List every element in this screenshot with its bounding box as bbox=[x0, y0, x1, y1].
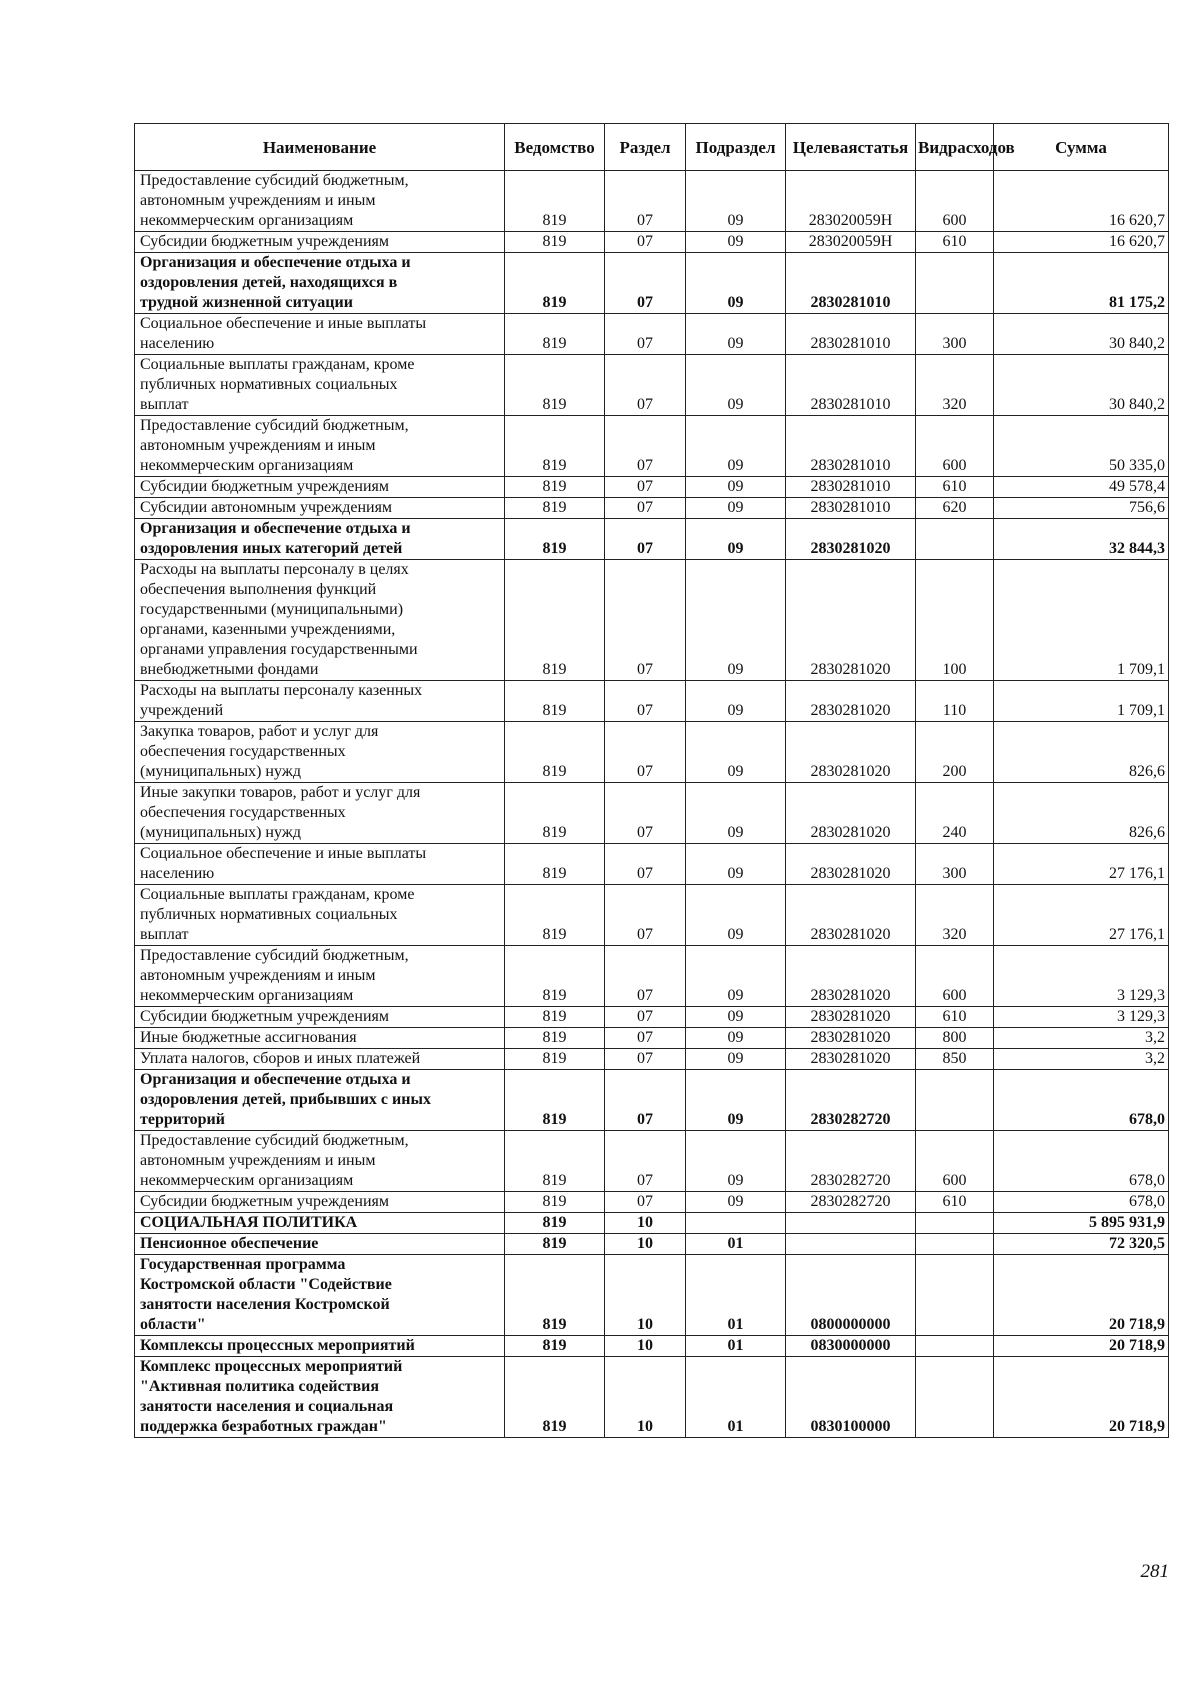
cell-name-line: Предоставление субсидий бюджетным, bbox=[140, 947, 409, 964]
table-row bbox=[135, 681, 1169, 722]
cell-sum: 16 620,7 bbox=[994, 232, 1169, 253]
cell-subsection: 01 bbox=[686, 1234, 786, 1255]
cell-name-line: Субсидии бюджетным учреждениям bbox=[140, 1193, 389, 1210]
cell-name-line: Субсидии бюджетным учреждениям bbox=[140, 1008, 389, 1025]
cell-name-line: учреждений bbox=[140, 702, 224, 719]
cell-subsection: 09 bbox=[686, 171, 786, 232]
cell-section: 07 bbox=[605, 560, 686, 681]
cell-department: 819 bbox=[505, 946, 605, 1007]
table-body bbox=[135, 171, 1169, 1438]
cell-name bbox=[135, 1192, 505, 1213]
cell-name-line: некоммерческим организациям bbox=[140, 457, 354, 474]
cell-subsection: 09 bbox=[686, 885, 786, 946]
cell-name bbox=[135, 1255, 505, 1336]
cell-name-line: обеспечения выполнения функций bbox=[140, 581, 377, 598]
cell-sum: 27 176,1 bbox=[994, 885, 1169, 946]
cell-subsection: 09 bbox=[686, 253, 786, 314]
cell-section: 07 bbox=[605, 1192, 686, 1213]
cell-name-line: внебюджетными фондами bbox=[140, 661, 319, 678]
cell-name-line: Субсидии бюджетным учреждениям bbox=[140, 233, 389, 250]
cell-sum: 3,2 bbox=[994, 1028, 1169, 1049]
cell-target-article: 2830281010 bbox=[786, 253, 916, 314]
cell-section: 10 bbox=[605, 1336, 686, 1357]
cell-section: 07 bbox=[605, 1028, 686, 1049]
cell-name-line: Расходы на выплаты персоналу казенных bbox=[140, 682, 423, 699]
cell-name-line: Социальное обеспечение и иные выплаты bbox=[140, 845, 427, 862]
cell-name-line: Предоставление субсидий бюджетным, bbox=[140, 1132, 409, 1149]
cell-subsection bbox=[686, 1213, 786, 1234]
cell-department: 819 bbox=[505, 560, 605, 681]
cell-department: 819 bbox=[505, 885, 605, 946]
cell-name bbox=[135, 253, 505, 314]
cell-subsection: 09 bbox=[686, 722, 786, 783]
cell-name-line: занятости населения Костромской bbox=[140, 1296, 390, 1313]
cell-name-line: некоммерческим организациям bbox=[140, 212, 354, 229]
budget-table bbox=[134, 123, 1169, 1438]
cell-target-article: 0830000000 bbox=[786, 1336, 916, 1357]
cell-name-line: Социальные выплаты гражданам, кроме bbox=[140, 356, 415, 373]
cell-subsection: 09 bbox=[686, 946, 786, 1007]
cell-name-line: автономным учреждениям и иным bbox=[140, 967, 376, 984]
cell-name-line: Субсидии автономным учреждениям bbox=[140, 499, 393, 516]
cell-name-line: некоммерческим организациям bbox=[140, 987, 354, 1004]
cell-target-article: 2830282720 bbox=[786, 1131, 916, 1192]
cell-section: 07 bbox=[605, 783, 686, 844]
cell-target-article: 2830281020 bbox=[786, 1028, 916, 1049]
cell-department: 819 bbox=[505, 355, 605, 416]
cell-name bbox=[135, 1131, 505, 1192]
cell-sum: 20 718,9 bbox=[994, 1255, 1169, 1336]
cell-section: 10 bbox=[605, 1213, 686, 1234]
cell-subsection: 01 bbox=[686, 1336, 786, 1357]
cell-name bbox=[135, 560, 505, 681]
table-row bbox=[135, 519, 1169, 560]
cell-sum: 16 620,7 bbox=[994, 171, 1169, 232]
cell-name-line: органами, казенными учреждениями, bbox=[140, 621, 396, 638]
cell-name bbox=[135, 171, 505, 232]
cell-name bbox=[135, 1070, 505, 1131]
cell-name-line: Организация и обеспечение отдыха и bbox=[140, 254, 411, 271]
table-row bbox=[135, 1234, 1169, 1255]
cell-name-line: автономным учреждениям и иным bbox=[140, 192, 376, 209]
cell-name-line: Организация и обеспечение отдыха и bbox=[140, 1071, 411, 1088]
cell-name-line: трудной жизненной ситуации bbox=[140, 294, 353, 311]
cell-expense-type: 100 bbox=[916, 560, 994, 681]
cell-section: 07 bbox=[605, 171, 686, 232]
cell-name-line: населению bbox=[140, 335, 215, 352]
table-row bbox=[135, 1192, 1169, 1213]
table-row bbox=[135, 1213, 1169, 1234]
cell-target-article: 2830281020 bbox=[786, 519, 916, 560]
cell-name-line: публичных нормативных социальных bbox=[140, 906, 398, 923]
cell-name-line: (муниципальных) нужд bbox=[140, 824, 301, 841]
cell-subsection: 09 bbox=[686, 1049, 786, 1070]
cell-name bbox=[135, 681, 505, 722]
cell-name-line: оздоровления детей, находящихся в bbox=[140, 274, 398, 291]
cell-name-line: населению bbox=[140, 865, 215, 882]
cell-name-line: Пенсионное обеспечение bbox=[140, 1235, 319, 1252]
cell-name-line: "Активная политика содействия bbox=[140, 1378, 380, 1395]
cell-expense-type bbox=[916, 1213, 994, 1234]
cell-target-article: 2830282720 bbox=[786, 1070, 916, 1131]
table-row bbox=[135, 1070, 1169, 1131]
cell-name-line: Иные бюджетные ассигнования bbox=[140, 1029, 357, 1046]
header-sum: Сумма bbox=[994, 124, 1169, 171]
cell-name bbox=[135, 1213, 505, 1234]
cell-department: 819 bbox=[505, 681, 605, 722]
cell-sum: 50 335,0 bbox=[994, 416, 1169, 477]
cell-section: 07 bbox=[605, 1131, 686, 1192]
table-row bbox=[135, 171, 1169, 232]
cell-section: 07 bbox=[605, 1007, 686, 1028]
cell-target-article: 283020059Н bbox=[786, 171, 916, 232]
cell-name-line: Предоставление субсидий бюджетным, bbox=[140, 172, 409, 189]
header-expense-type: Видрасходов bbox=[916, 124, 994, 171]
cell-name bbox=[135, 477, 505, 498]
cell-subsection: 09 bbox=[686, 681, 786, 722]
cell-department: 819 bbox=[505, 1131, 605, 1192]
cell-section: 07 bbox=[605, 885, 686, 946]
cell-section: 07 bbox=[605, 477, 686, 498]
table-row bbox=[135, 560, 1169, 681]
cell-sum: 30 840,2 bbox=[994, 355, 1169, 416]
cell-section: 07 bbox=[605, 232, 686, 253]
cell-target-article: 2830281020 bbox=[786, 1007, 916, 1028]
cell-target-article: 2830281020 bbox=[786, 681, 916, 722]
cell-department: 819 bbox=[505, 519, 605, 560]
cell-department: 819 bbox=[505, 1007, 605, 1028]
table-row bbox=[135, 314, 1169, 355]
header-subsection: Подраздел bbox=[686, 124, 786, 171]
cell-sum: 678,0 bbox=[994, 1070, 1169, 1131]
header-row bbox=[135, 124, 1169, 171]
cell-target-article: 0800000000 bbox=[786, 1255, 916, 1336]
cell-section: 10 bbox=[605, 1357, 686, 1438]
cell-name bbox=[135, 1028, 505, 1049]
cell-target-article: 2830282720 bbox=[786, 1192, 916, 1213]
cell-sum: 756,6 bbox=[994, 498, 1169, 519]
cell-section: 07 bbox=[605, 416, 686, 477]
cell-section: 07 bbox=[605, 946, 686, 1007]
table-row bbox=[135, 1007, 1169, 1028]
header-target-article: Целеваястатья bbox=[786, 124, 916, 171]
cell-expense-type: 240 bbox=[916, 783, 994, 844]
cell-expense-type: 600 bbox=[916, 946, 994, 1007]
cell-name-line: Комплексы процессных мероприятий bbox=[140, 1337, 415, 1354]
cell-sum: 20 718,9 bbox=[994, 1357, 1169, 1438]
cell-expense-type: 200 bbox=[916, 722, 994, 783]
cell-department: 819 bbox=[505, 1336, 605, 1357]
cell-expense-type bbox=[916, 519, 994, 560]
cell-subsection: 01 bbox=[686, 1255, 786, 1336]
cell-subsection: 09 bbox=[686, 1007, 786, 1028]
cell-section: 07 bbox=[605, 722, 686, 783]
cell-name-line: области" bbox=[140, 1316, 206, 1333]
cell-name bbox=[135, 1234, 505, 1255]
cell-subsection: 09 bbox=[686, 355, 786, 416]
cell-name-line: оздоровления детей, прибывших с иных bbox=[140, 1091, 431, 1108]
cell-name bbox=[135, 498, 505, 519]
cell-department: 819 bbox=[505, 416, 605, 477]
cell-sum: 32 844,3 bbox=[994, 519, 1169, 560]
cell-section: 07 bbox=[605, 519, 686, 560]
cell-subsection: 09 bbox=[686, 560, 786, 681]
cell-name-line: Социальное обеспечение и иные выплаты bbox=[140, 315, 427, 332]
cell-sum: 678,0 bbox=[994, 1131, 1169, 1192]
table-row bbox=[135, 232, 1169, 253]
cell-sum: 3,2 bbox=[994, 1049, 1169, 1070]
cell-target-article: 2830281010 bbox=[786, 314, 916, 355]
cell-name-line: обеспечения государственных bbox=[140, 804, 346, 821]
cell-name bbox=[135, 314, 505, 355]
cell-expense-type bbox=[916, 1336, 994, 1357]
cell-section: 07 bbox=[605, 1049, 686, 1070]
cell-subsection: 09 bbox=[686, 477, 786, 498]
table-row bbox=[135, 885, 1169, 946]
cell-subsection: 09 bbox=[686, 498, 786, 519]
table-row bbox=[135, 498, 1169, 519]
cell-target-article bbox=[786, 1234, 916, 1255]
cell-department: 819 bbox=[505, 1213, 605, 1234]
table-row bbox=[135, 477, 1169, 498]
cell-department: 819 bbox=[505, 253, 605, 314]
cell-subsection: 09 bbox=[686, 783, 786, 844]
cell-subsection: 09 bbox=[686, 519, 786, 560]
table-row bbox=[135, 844, 1169, 885]
cell-expense-type: 110 bbox=[916, 681, 994, 722]
cell-name-line: некоммерческим организациям bbox=[140, 1172, 354, 1189]
cell-subsection: 09 bbox=[686, 1070, 786, 1131]
cell-expense-type: 610 bbox=[916, 1192, 994, 1213]
cell-name-line: занятости населения и социальная bbox=[140, 1398, 394, 1415]
cell-expense-type: 800 bbox=[916, 1028, 994, 1049]
cell-sum: 3 129,3 bbox=[994, 946, 1169, 1007]
cell-name-line: Предоставление субсидий бюджетным, bbox=[140, 417, 409, 434]
cell-expense-type bbox=[916, 1070, 994, 1131]
table-row bbox=[135, 253, 1169, 314]
cell-target-article: 2830281010 bbox=[786, 477, 916, 498]
cell-sum: 826,6 bbox=[994, 783, 1169, 844]
cell-department: 819 bbox=[505, 498, 605, 519]
cell-target-article: 2830281010 bbox=[786, 416, 916, 477]
cell-target-article: 2830281020 bbox=[786, 722, 916, 783]
cell-department: 819 bbox=[505, 477, 605, 498]
table-row bbox=[135, 416, 1169, 477]
cell-target-article: 0830100000 bbox=[786, 1357, 916, 1438]
table-row bbox=[135, 1028, 1169, 1049]
cell-department: 819 bbox=[505, 314, 605, 355]
header-department: Ведомство bbox=[505, 124, 605, 171]
cell-expense-type bbox=[916, 253, 994, 314]
cell-name-line: Костромской области "Содействие bbox=[140, 1276, 392, 1293]
cell-name-line: обеспечения государственных bbox=[140, 743, 346, 760]
cell-name bbox=[135, 232, 505, 253]
cell-target-article bbox=[786, 1213, 916, 1234]
cell-section: 07 bbox=[605, 314, 686, 355]
cell-name bbox=[135, 1049, 505, 1070]
cell-subsection: 09 bbox=[686, 314, 786, 355]
cell-department: 819 bbox=[505, 844, 605, 885]
table-row bbox=[135, 1049, 1169, 1070]
cell-name-line: (муниципальных) нужд bbox=[140, 763, 301, 780]
cell-name-line: автономным учреждениям и иным bbox=[140, 437, 376, 454]
cell-target-article: 2830281020 bbox=[786, 560, 916, 681]
cell-department: 819 bbox=[505, 1049, 605, 1070]
cell-name bbox=[135, 722, 505, 783]
cell-expense-type bbox=[916, 1255, 994, 1336]
cell-name-line: публичных нормативных социальных bbox=[140, 376, 398, 393]
cell-sum: 72 320,5 bbox=[994, 1234, 1169, 1255]
cell-department: 819 bbox=[505, 232, 605, 253]
cell-expense-type: 610 bbox=[916, 477, 994, 498]
cell-sum: 5 895 931,9 bbox=[994, 1213, 1169, 1234]
cell-name bbox=[135, 1007, 505, 1028]
cell-target-article: 2830281010 bbox=[786, 498, 916, 519]
cell-sum: 30 840,2 bbox=[994, 314, 1169, 355]
cell-section: 07 bbox=[605, 681, 686, 722]
cell-name bbox=[135, 885, 505, 946]
cell-expense-type bbox=[916, 1234, 994, 1255]
cell-target-article: 2830281020 bbox=[786, 783, 916, 844]
cell-target-article: 2830281020 bbox=[786, 885, 916, 946]
table-row bbox=[135, 1255, 1169, 1336]
cell-department: 819 bbox=[505, 1357, 605, 1438]
cell-name-line: Расходы на выплаты персоналу в целях bbox=[140, 561, 409, 578]
header-section: Раздел bbox=[605, 124, 686, 171]
cell-name bbox=[135, 946, 505, 1007]
table-row bbox=[135, 722, 1169, 783]
cell-expense-type: 300 bbox=[916, 844, 994, 885]
cell-department: 819 bbox=[505, 722, 605, 783]
cell-name bbox=[135, 416, 505, 477]
cell-name-line: поддержка безработных граждан" bbox=[140, 1418, 387, 1435]
table-row bbox=[135, 1336, 1169, 1357]
cell-department: 819 bbox=[505, 1192, 605, 1213]
cell-name-line: выплат bbox=[140, 926, 189, 943]
cell-section: 07 bbox=[605, 498, 686, 519]
cell-expense-type: 850 bbox=[916, 1049, 994, 1070]
cell-sum: 1 709,1 bbox=[994, 560, 1169, 681]
table-row bbox=[135, 1357, 1169, 1438]
table-row bbox=[135, 946, 1169, 1007]
cell-department: 819 bbox=[505, 1028, 605, 1049]
cell-name-line: автономным учреждениям и иным bbox=[140, 1152, 376, 1169]
cell-sum: 49 578,4 bbox=[994, 477, 1169, 498]
cell-subsection: 09 bbox=[686, 1192, 786, 1213]
cell-section: 07 bbox=[605, 355, 686, 416]
cell-name-line: Государственная программа bbox=[140, 1256, 346, 1273]
cell-target-article: 2830281020 bbox=[786, 844, 916, 885]
cell-sum: 1 709,1 bbox=[994, 681, 1169, 722]
cell-department: 819 bbox=[505, 1234, 605, 1255]
cell-name bbox=[135, 844, 505, 885]
cell-expense-type: 320 bbox=[916, 355, 994, 416]
cell-subsection: 09 bbox=[686, 1131, 786, 1192]
cell-section: 10 bbox=[605, 1234, 686, 1255]
cell-section: 07 bbox=[605, 1070, 686, 1131]
cell-name bbox=[135, 1357, 505, 1438]
cell-name bbox=[135, 1336, 505, 1357]
cell-expense-type: 620 bbox=[916, 498, 994, 519]
cell-expense-type bbox=[916, 1357, 994, 1438]
cell-department: 819 bbox=[505, 171, 605, 232]
cell-target-article: 2830281020 bbox=[786, 946, 916, 1007]
cell-name bbox=[135, 355, 505, 416]
cell-subsection: 09 bbox=[686, 844, 786, 885]
cell-expense-type: 610 bbox=[916, 232, 994, 253]
table-row bbox=[135, 355, 1169, 416]
cell-target-article: 283020059Н bbox=[786, 232, 916, 253]
cell-section: 07 bbox=[605, 253, 686, 314]
cell-sum: 81 175,2 bbox=[994, 253, 1169, 314]
cell-name-line: Комплекс процессных мероприятий bbox=[140, 1358, 403, 1375]
cell-target-article: 2830281010 bbox=[786, 355, 916, 416]
cell-section: 07 bbox=[605, 844, 686, 885]
cell-sum: 20 718,9 bbox=[994, 1336, 1169, 1357]
cell-target-article: 2830281020 bbox=[786, 1049, 916, 1070]
cell-subsection: 09 bbox=[686, 416, 786, 477]
cell-subsection: 09 bbox=[686, 1028, 786, 1049]
cell-name-line: Субсидии бюджетным учреждениям bbox=[140, 478, 389, 495]
cell-department: 819 bbox=[505, 783, 605, 844]
cell-name-line: Закупка товаров, работ и услуг для bbox=[140, 723, 379, 740]
table-row bbox=[135, 1131, 1169, 1192]
cell-name-line: выплат bbox=[140, 396, 189, 413]
cell-name bbox=[135, 783, 505, 844]
cell-name-line: Иные закупки товаров, работ и услуг для bbox=[140, 784, 421, 801]
cell-name-line: Социальные выплаты гражданам, кроме bbox=[140, 886, 415, 903]
cell-section: 10 bbox=[605, 1255, 686, 1336]
cell-name-line: Организация и обеспечение отдыха и bbox=[140, 520, 411, 537]
cell-sum: 27 176,1 bbox=[994, 844, 1169, 885]
cell-expense-type: 600 bbox=[916, 171, 994, 232]
cell-department: 819 bbox=[505, 1070, 605, 1131]
cell-expense-type: 610 bbox=[916, 1007, 994, 1028]
header-name: Наименование bbox=[135, 124, 505, 171]
cell-expense-type: 600 bbox=[916, 416, 994, 477]
cell-name-line: СОЦИАЛЬНАЯ ПОЛИТИКА bbox=[140, 1214, 358, 1231]
table-row bbox=[135, 783, 1169, 844]
cell-sum: 3 129,3 bbox=[994, 1007, 1169, 1028]
cell-name-line: Уплата налогов, сборов и иных платежей bbox=[140, 1050, 421, 1067]
cell-sum: 678,0 bbox=[994, 1192, 1169, 1213]
page-number: 281 bbox=[1140, 1561, 1169, 1582]
cell-subsection: 01 bbox=[686, 1357, 786, 1438]
cell-expense-type: 300 bbox=[916, 314, 994, 355]
cell-subsection: 09 bbox=[686, 232, 786, 253]
cell-expense-type: 600 bbox=[916, 1131, 994, 1192]
cell-name-line: государственными (муниципальными) bbox=[140, 601, 404, 618]
cell-expense-type: 320 bbox=[916, 885, 994, 946]
cell-department: 819 bbox=[505, 1255, 605, 1336]
cell-name-line: органами управления государственными bbox=[140, 641, 418, 658]
cell-name-line: территорий bbox=[140, 1111, 225, 1128]
cell-name-line: оздоровления иных категорий детей bbox=[140, 540, 403, 557]
cell-sum: 826,6 bbox=[994, 722, 1169, 783]
cell-name bbox=[135, 519, 505, 560]
